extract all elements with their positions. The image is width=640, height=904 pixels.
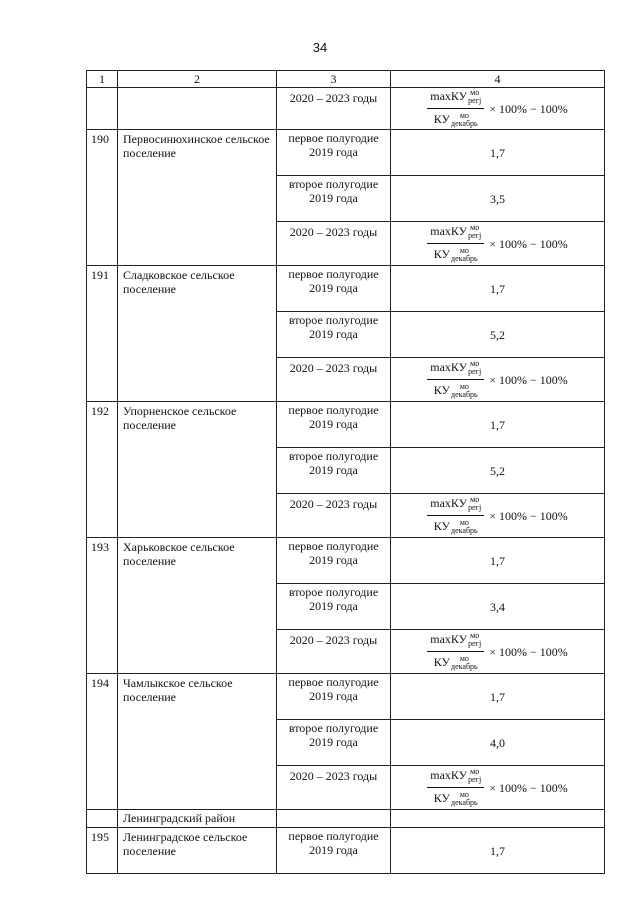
- settlement-name: Чамлыкское сельское поселение: [118, 674, 277, 810]
- formula-den-sub: декабрь: [451, 662, 478, 672]
- formula-den-indices: [451, 383, 478, 399]
- header-col-2: 2: [118, 71, 277, 88]
- row-number: 192: [87, 402, 118, 538]
- formula-max-sup: мо: [470, 223, 480, 233]
- period-cell: первое полугодие 2019 года: [277, 402, 391, 448]
- value-cell: 5,2: [391, 312, 605, 358]
- table-row: [87, 130, 605, 176]
- formula-max-text: maxКУ: [430, 88, 468, 103]
- formula: [427, 89, 568, 128]
- formula-den-sup: мо: [459, 518, 469, 528]
- formula-max-sup: мо: [470, 767, 480, 777]
- period-cell: первое полугодие 2019 года: [277, 130, 391, 176]
- period-cell: 2020 – 2023 годы: [277, 358, 391, 402]
- formula-max-sub: регj: [468, 775, 482, 785]
- formula: [427, 360, 568, 399]
- formula-den-indices: [451, 112, 478, 128]
- period-cell: 2020 – 2023 годы: [277, 494, 391, 538]
- formula-max-indices: [468, 496, 481, 512]
- fraction-denominator: [431, 652, 481, 671]
- formula-max-indices: [468, 632, 481, 648]
- fraction: [427, 360, 484, 399]
- settlement-name: Харьковское сельское поселение: [118, 538, 277, 674]
- value-cell: 1,7: [391, 538, 605, 584]
- formula-den-text: КУ: [433, 382, 451, 397]
- tariff-table: [86, 70, 605, 874]
- formula-den-sup: мо: [459, 790, 469, 800]
- formula-den-sup: мо: [459, 382, 469, 392]
- period-cell: первое полугодие 2019 года: [277, 674, 391, 720]
- formula-max-sup: мо: [470, 88, 480, 98]
- table-row: [87, 828, 605, 874]
- formula-den-indices: [451, 247, 478, 263]
- row-number: 195: [87, 828, 118, 874]
- page-number: 34: [312, 40, 328, 55]
- number-cell: [87, 810, 118, 828]
- value-cell: 1,7: [391, 402, 605, 448]
- period-cell: 2020 – 2023 годы: [277, 88, 391, 130]
- formula-den-indices: [451, 791, 478, 807]
- header-col-1: 1: [87, 71, 118, 88]
- formula-max-text: maxКУ: [430, 631, 468, 646]
- row-number: 191: [87, 266, 118, 402]
- settlement-name: Ленинградское сельское поселение: [118, 828, 277, 874]
- formula-max-indices: [468, 768, 481, 784]
- formula-max-sub: регj: [468, 639, 482, 649]
- formula-den-sub: декабрь: [451, 390, 478, 400]
- fraction-numerator: [427, 224, 484, 244]
- formula-tail: × 100% − 100%: [489, 780, 568, 795]
- value-cell: 3,5: [391, 176, 605, 222]
- period-cell: первое полугодие 2019 года: [277, 266, 391, 312]
- period-cell: второе полугодие 2019 года: [277, 448, 391, 494]
- formula-den-sub: декабрь: [451, 798, 478, 808]
- value-cell: [391, 630, 605, 674]
- formula-den-text: КУ: [433, 654, 451, 669]
- formula-max-text: maxКУ: [430, 767, 468, 782]
- period-cell: первое полугодие 2019 года: [277, 538, 391, 584]
- fraction: [427, 89, 484, 128]
- formula-tail: × 100% − 100%: [489, 101, 568, 116]
- settlement-name: Сладковское сельское поселение: [118, 266, 277, 402]
- formula-tail: × 100% − 100%: [489, 372, 568, 387]
- formula: [427, 496, 568, 535]
- formula-max-indices: [468, 89, 481, 105]
- period-cell: второе полугодие 2019 года: [277, 312, 391, 358]
- formula-tail: × 100% − 100%: [489, 508, 568, 523]
- fraction-numerator: [427, 632, 484, 652]
- fraction-denominator: [431, 380, 481, 399]
- settlement-name: Первосинюхинское сельское поселение: [118, 130, 277, 266]
- value-cell: [391, 358, 605, 402]
- value-cell: [391, 766, 605, 810]
- value-cell: 1,7: [391, 674, 605, 720]
- value-cell: [391, 810, 605, 828]
- settlement-name: Упорненское сельское поселение: [118, 402, 277, 538]
- table-row: [87, 674, 605, 720]
- period-cell: второе полугодие 2019 года: [277, 720, 391, 766]
- district-row: [87, 810, 605, 828]
- table-row: [87, 88, 605, 130]
- period-cell: 2020 – 2023 годы: [277, 222, 391, 266]
- fraction-numerator: [427, 496, 484, 516]
- value-cell: 1,7: [391, 130, 605, 176]
- formula-max-sup: мо: [470, 631, 480, 641]
- fraction-numerator: [427, 360, 484, 380]
- fraction-numerator: [427, 89, 484, 109]
- period-cell: второе полугодие 2019 года: [277, 176, 391, 222]
- row-number: 193: [87, 538, 118, 674]
- value-cell: [391, 88, 605, 130]
- value-cell: 4,0: [391, 720, 605, 766]
- formula-den-sup: мо: [459, 246, 469, 256]
- formula-den-text: КУ: [433, 790, 451, 805]
- number-cell: [87, 88, 118, 130]
- formula-den-text: КУ: [433, 518, 451, 533]
- value-cell: [391, 222, 605, 266]
- formula-den-sup: мо: [459, 111, 469, 121]
- formula-max-sub: регj: [468, 367, 482, 377]
- table-row: [87, 538, 605, 584]
- value-cell: 5,2: [391, 448, 605, 494]
- formula-max-sub: регj: [468, 231, 482, 241]
- formula-max-sup: мо: [470, 359, 480, 369]
- district-name: Ленинградский район: [118, 810, 277, 828]
- formula-den-indices: [451, 655, 478, 671]
- header-row: [87, 71, 605, 88]
- formula-den-sup: мо: [459, 654, 469, 664]
- formula-max-text: maxКУ: [430, 359, 468, 374]
- period-cell: второе полугодие 2019 года: [277, 584, 391, 630]
- period-cell: 2020 – 2023 годы: [277, 766, 391, 810]
- formula: [427, 224, 568, 263]
- formula-max-sup: мо: [470, 495, 480, 505]
- formula-max-indices: [468, 224, 481, 240]
- fraction: [427, 496, 484, 535]
- period-cell: 2020 – 2023 годы: [277, 630, 391, 674]
- fraction-denominator: [431, 516, 481, 535]
- fraction-numerator: [427, 768, 484, 788]
- formula-den-sub: декабрь: [451, 254, 478, 264]
- formula-den-text: КУ: [433, 111, 451, 126]
- name-cell: [118, 88, 277, 130]
- fraction-denominator: [431, 109, 481, 128]
- formula-max-text: maxКУ: [430, 495, 468, 510]
- header-col-4: 4: [391, 71, 605, 88]
- fraction: [427, 632, 484, 671]
- value-cell: [391, 494, 605, 538]
- value-cell: 3,4: [391, 584, 605, 630]
- formula: [427, 768, 568, 807]
- fraction-denominator: [431, 788, 481, 807]
- table-row: [87, 402, 605, 448]
- formula-den-sub: декабрь: [451, 119, 478, 129]
- formula-max-sub: регj: [468, 503, 482, 513]
- formula-den-text: КУ: [433, 246, 451, 261]
- row-number: 190: [87, 130, 118, 266]
- period-cell: [277, 810, 391, 828]
- fraction: [427, 768, 484, 807]
- formula: [427, 632, 568, 671]
- formula-tail: × 100% − 100%: [489, 644, 568, 659]
- formula-max-sub: регj: [468, 96, 482, 106]
- formula-den-indices: [451, 519, 478, 535]
- fraction: [427, 224, 484, 263]
- period-cell: первое полугодие 2019 года: [277, 828, 391, 874]
- formula-den-sub: декабрь: [451, 526, 478, 536]
- row-number: 194: [87, 674, 118, 810]
- value-cell: 1,7: [391, 266, 605, 312]
- value-cell: 1,7: [391, 828, 605, 874]
- header-col-3: 3: [277, 71, 391, 88]
- table-row: [87, 266, 605, 312]
- formula-max-indices: [468, 360, 481, 376]
- fraction-denominator: [431, 244, 481, 263]
- formula-tail: × 100% − 100%: [489, 236, 568, 251]
- formula-max-text: maxКУ: [430, 223, 468, 238]
